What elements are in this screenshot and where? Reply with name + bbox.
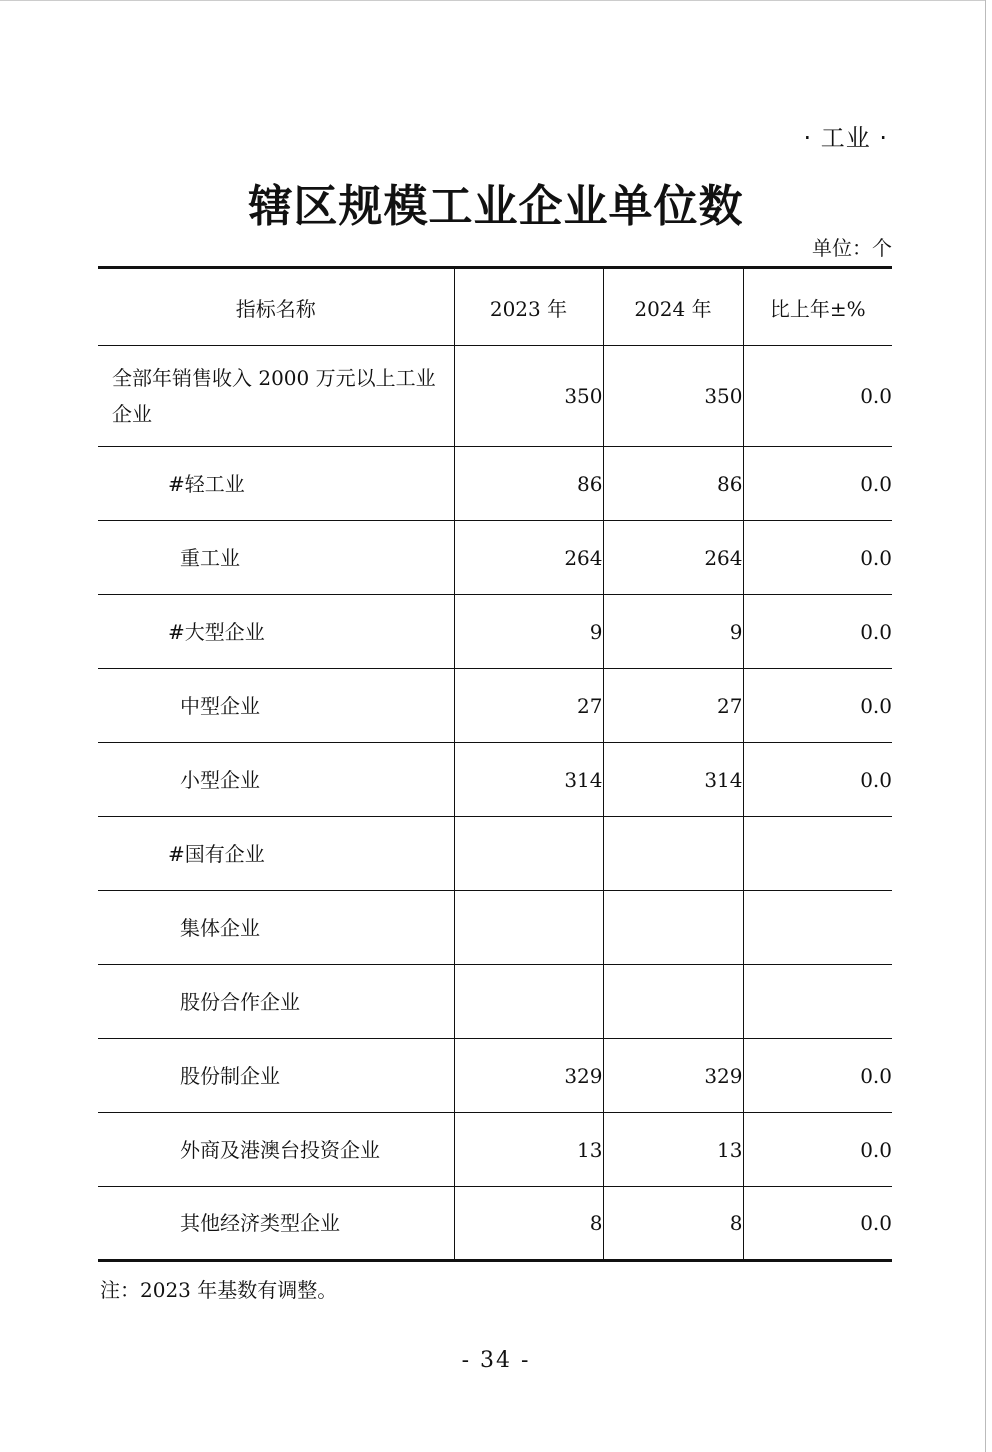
row-name: 中型企业 (98, 669, 454, 743)
row-change (743, 817, 892, 891)
row-change: 0.0 (743, 447, 892, 521)
header-year-2023: 2023 年 (454, 268, 603, 346)
row-name: #大型企业 (98, 595, 454, 669)
row-value-2024 (603, 817, 743, 891)
row-value-2024 (603, 965, 743, 1039)
page-top-border (0, 0, 986, 1)
row-change: 0.0 (743, 743, 892, 817)
row-name: 股份合作企业 (98, 965, 454, 1039)
row-name: 全部年销售收入 2000 万元以上工业企业 (98, 346, 454, 447)
table-row (98, 1113, 892, 1187)
row-value-2024: 13 (603, 1113, 743, 1187)
row-value-2024 (603, 891, 743, 965)
row-value-2023: 8 (454, 1187, 603, 1261)
page-title: 辖区规模工业企业单位数 (248, 181, 744, 232)
row-change: 0.0 (743, 1187, 892, 1261)
unit-label: 单位：个 (812, 236, 892, 260)
row-value-2023: 329 (454, 1039, 603, 1113)
row-value-2023: 314 (454, 743, 603, 817)
row-name: #国有企业 (98, 817, 454, 891)
row-change: 0.0 (743, 346, 892, 447)
header-change-percent: 比上年±% (743, 268, 892, 346)
table-row (98, 1039, 892, 1113)
table-row (98, 521, 892, 595)
row-name: 小型企业 (98, 743, 454, 817)
row-name: 其他经济类型企业 (98, 1187, 454, 1261)
row-change: 0.0 (743, 669, 892, 743)
row-value-2023 (454, 891, 603, 965)
row-change: 0.0 (743, 1039, 892, 1113)
row-change: 0.0 (743, 521, 892, 595)
row-value-2024: 27 (603, 669, 743, 743)
row-value-2024: 350 (603, 346, 743, 447)
row-change (743, 965, 892, 1039)
page-number: - 34 - (461, 1348, 531, 1373)
table-row (98, 743, 892, 817)
row-value-2024: 8 (603, 1187, 743, 1261)
row-value-2023: 264 (454, 521, 603, 595)
row-name: #轻工业 (98, 447, 454, 521)
header-year-2024: 2024 年 (603, 268, 743, 346)
table-row (98, 1187, 892, 1261)
table-note: 注：2023 年基数有调整。 (100, 1278, 338, 1302)
table-row (98, 595, 892, 669)
table-row (98, 965, 892, 1039)
row-value-2023 (454, 817, 603, 891)
row-change: 0.0 (743, 595, 892, 669)
row-value-2023: 9 (454, 595, 603, 669)
table-row (98, 669, 892, 743)
row-value-2024: 264 (603, 521, 743, 595)
row-name: 外商及港澳台投资企业 (98, 1113, 454, 1187)
table-row (98, 891, 892, 965)
row-value-2023 (454, 965, 603, 1039)
row-value-2024: 329 (603, 1039, 743, 1113)
section-tag: · 工业 · (803, 124, 888, 152)
row-change: 0.0 (743, 1113, 892, 1187)
table-row (98, 346, 892, 447)
enterprise-count-table (98, 266, 892, 1262)
row-value-2023: 27 (454, 669, 603, 743)
row-value-2024: 86 (603, 447, 743, 521)
row-value-2023: 13 (454, 1113, 603, 1187)
row-value-2023: 350 (454, 346, 603, 447)
row-value-2023: 86 (454, 447, 603, 521)
row-value-2024: 9 (603, 595, 743, 669)
row-name: 重工业 (98, 521, 454, 595)
table-row (98, 447, 892, 521)
row-name: 集体企业 (98, 891, 454, 965)
row-value-2024: 314 (603, 743, 743, 817)
header-indicator-name: 指标名称 (98, 268, 454, 346)
table-row (98, 817, 892, 891)
row-name: 股份制企业 (98, 1039, 454, 1113)
row-change (743, 891, 892, 965)
table-header-row (98, 268, 892, 346)
